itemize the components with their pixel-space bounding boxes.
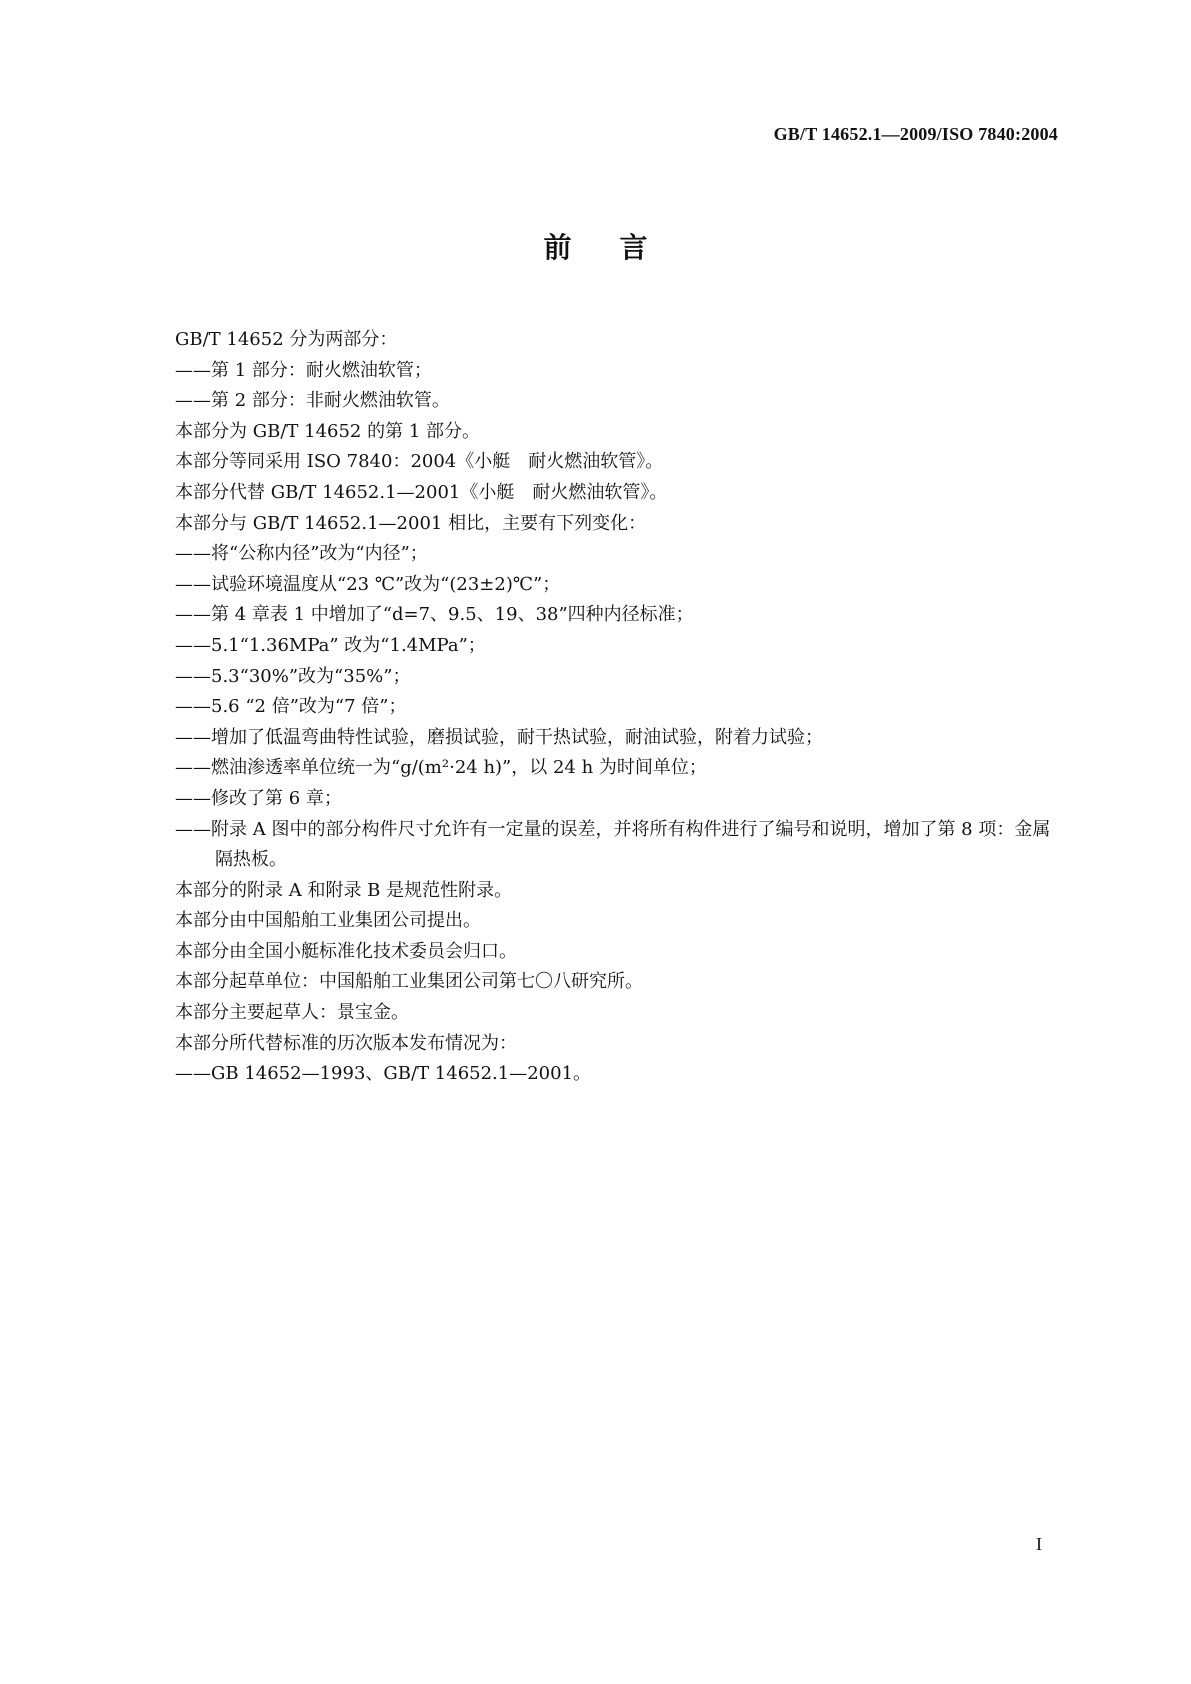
paragraph-history-intro: 本部分所代替标准的历次版本发布情况为：	[175, 1032, 517, 1054]
list-item-part-2: ——第 2 部分：非耐火燃油软管。	[175, 390, 450, 412]
list-item-change: ——5.3“30%”改为“35%”；	[175, 665, 411, 687]
paragraph-drafting-unit: 本部分起草单位：中国船舶工业集团公司第七〇八研究所。	[175, 971, 643, 993]
page-number: I	[1036, 1534, 1042, 1554]
paragraph-changes-intro: 本部分与 GB/T 14652.1—2001 相比，主要有下列变化：	[175, 512, 647, 534]
paragraph-drafters: 本部分主要起草人：景宝金。	[175, 1002, 409, 1024]
list-item-change: ——将“公称内径”改为“内径”；	[175, 543, 428, 565]
list-item-change: ——燃油渗透率单位统一为“g/(m²·24 h)”，以 24 h 为时间单位；	[175, 757, 707, 779]
paragraph-replaces: 本部分代替 GB/T 14652.1—2001《小艇 耐火燃油软管》。	[175, 481, 668, 503]
list-item-change: ——第 4 章表 1 中增加了“d=7、9.5、19、38”四种内径标准；	[175, 604, 694, 626]
list-item-change: ——附录 A 图中的部分构件尺寸允许有一定量的误差，并将所有构件进行了编号和说明，增加了第 8 项：金属隔热板。	[175, 818, 1051, 871]
standard-number: GB/T 14652.1—2009/ISO 7840:2004	[773, 124, 1058, 144]
paragraph-centralized-by: 本部分由全国小艇标准化技术委员会归口。	[175, 940, 517, 962]
paragraph-identical-adoption: 本部分等同采用 ISO 7840：2004《小艇 耐火燃油软管》。	[175, 451, 664, 473]
list-item-change: ——修改了第 6 章；	[175, 787, 342, 809]
list-item-change: ——增加了低温弯曲特性试验，磨损试验，耐干热试验，耐油试验，附着力试验；	[175, 726, 823, 748]
page-title: 前言	[543, 231, 696, 264]
list-item-change: ——试验环境温度从“23 ℃”改为“(23±2)℃”；	[175, 573, 561, 595]
paragraph-proposed-by: 本部分由中国船舶工业集团公司提出。	[175, 910, 481, 932]
list-item-part-1: ——第 1 部分：耐火燃油软管；	[175, 359, 432, 381]
list-item-change: ——5.1“1.36MPa” 改为“1.4MPa”；	[175, 634, 486, 656]
paragraph-part-of: 本部分为 GB/T 14652 的第 1 部分。	[175, 420, 480, 442]
list-item-history: ——GB 14652—1993、GB/T 14652.1—2001。	[175, 1063, 592, 1085]
paragraph-parts-intro: GB/T 14652 分为两部分：	[175, 329, 398, 350]
paragraph-annexes: 本部分的附录 A 和附录 B 是规范性附录。	[175, 879, 513, 901]
list-item-change: ——5.6 “2 倍”改为“7 倍”；	[175, 696, 407, 718]
foreword-body	[175, 325, 1065, 1090]
